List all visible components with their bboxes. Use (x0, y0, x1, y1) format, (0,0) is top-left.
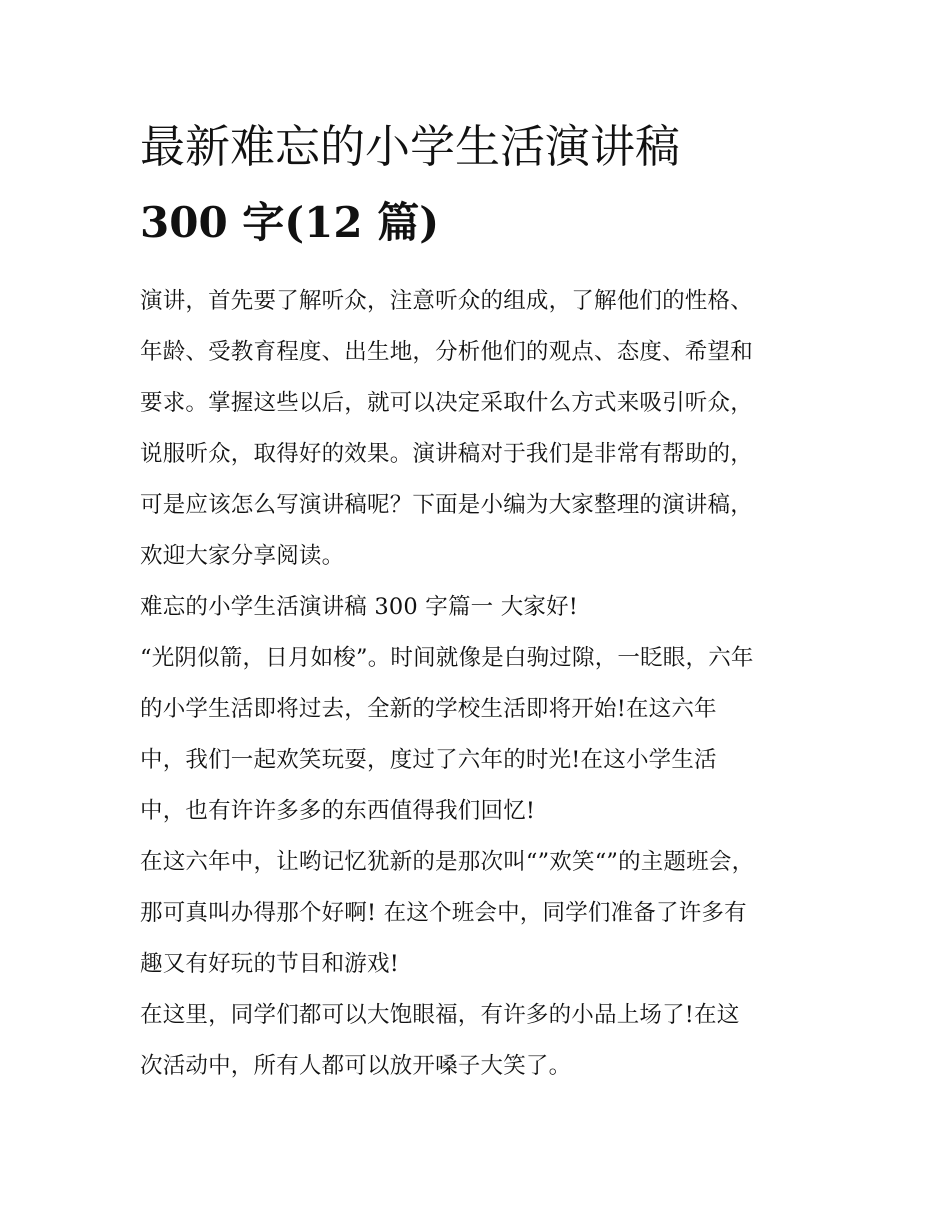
paragraph-intro: 演讲，首先要了解听众，注意听众的组成，了解他们的性格、 年龄、受教育程度、出生地，分析他们的观点、态度、希望和 要求。掌握这些以后，就可以决定采取什么方式来吸引听众， 说服听众，取得好的效果。演讲稿对于我们是非常有帮助的， 可是应该怎么写演讲稿呢？下面是小编为大家整理的演讲稿， 欢迎大家分享阅读。 (140, 288, 753, 569)
document-title (140, 112, 820, 268)
paragraph-2: “光阴似箭，日月如梭”。时间就像是白驹过隙，一眨眼，六年 的小学生活即将过去，全新的学校生活即将开始!在这六年 中，我们一起欢笑玩耍，度过了六年的时光!在这小学生活 中，也有许许多多的东西值得我们回忆! (140, 645, 754, 824)
title-line-2: 300 字(12 篇) (140, 198, 440, 247)
paragraph-3: 在这六年中，让哟记忆犹新的是那次叫“”欢笑“”的主题班会， 那可真叫办得那个好啊! 在这个班会中，同学们准备了许多有 趣又有好玩的节目和游戏! (140, 849, 755, 977)
document-page (140, 112, 820, 1092)
title-line-1: 最新难忘的小学生活演讲稿 (140, 120, 681, 173)
document-body (140, 276, 820, 1092)
paragraph-heading-1: 难忘的小学生活演讲稿 300 字篇一 大家好! (140, 594, 579, 620)
paragraph-4: 在这里，同学们都可以大饱眼福，有许多的小品上场了!在这 次活动中，所有人都可以放开嗓子大笑了。 (140, 1002, 740, 1079)
